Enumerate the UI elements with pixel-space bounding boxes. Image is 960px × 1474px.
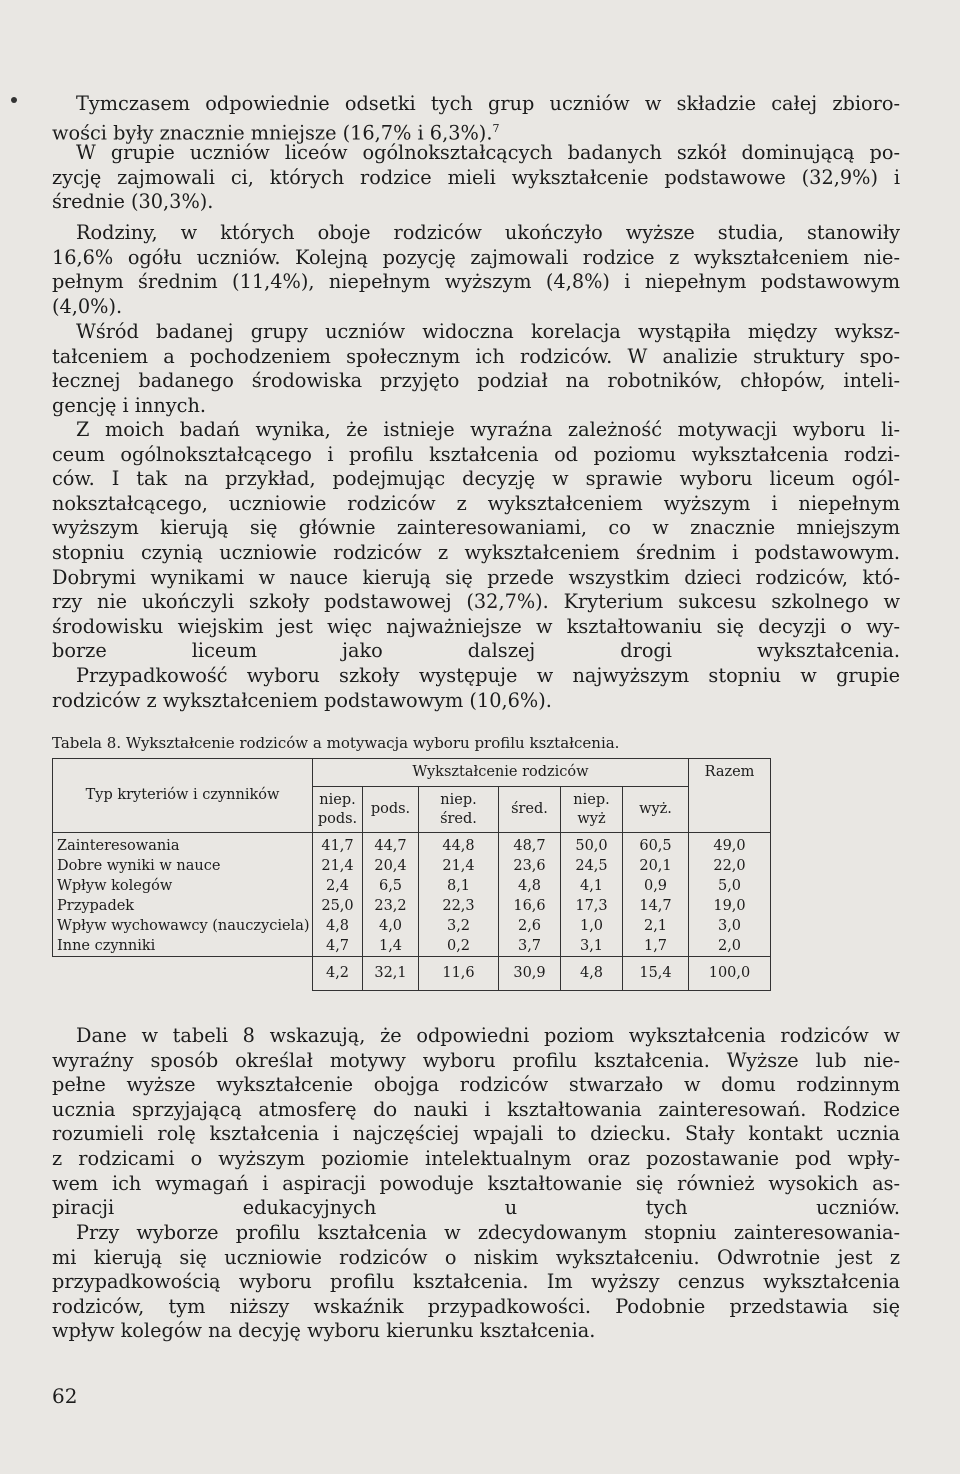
table-row (53, 877, 771, 897)
table-cell: 2,6 (499, 917, 561, 937)
text-line: ceum ogólnokształcącego i profilu kształcenia od poziomu wykształcenia rodzi- (52, 442, 900, 466)
table-cell: 100,0 (689, 957, 771, 991)
table-cell: 17,3 (561, 897, 623, 917)
table-cell: 4,8 (561, 957, 623, 991)
text-line: wpływ kolegów na decyję wyboru kierunku kształcenia. (52, 1319, 596, 1343)
table-cell: 22,3 (419, 897, 499, 917)
text-line: wem ich wymagań i aspiracji powoduje kształtowanie się również wysokich as- (52, 1171, 900, 1195)
text-line: łecznej badanego środowiska przyjęto podział na robotników, chłopów, inteli- (52, 369, 900, 393)
table-cell: 25,0 (313, 897, 363, 917)
table-cell: 44,8 (419, 833, 499, 857)
table-cell: 4,0 (363, 917, 419, 937)
row-label: Inne czynniki (53, 937, 313, 957)
table-cell: 3,2 (419, 917, 499, 937)
text-line: Tymczasem odpowiednie odsetki tych grup uczniów w składzie całej zbioro- (76, 92, 900, 115)
text-line: rodziców, tym niższy wskaźnik przypadkowości. Podobnie przedstawia się (52, 1294, 900, 1318)
row-label: Wpływ kolegów (53, 877, 313, 897)
text-line: Przypadkowość wyboru szkoły występuje w najwyższym stopniu w grupie (76, 664, 900, 687)
page-number: 62 (52, 1384, 78, 1408)
table-cell: 21,4 (419, 857, 499, 877)
table-row (53, 833, 771, 857)
table-cell: 60,5 (623, 833, 689, 857)
table-cell: 4,1 (561, 877, 623, 897)
table-cell: 4,2 (313, 957, 363, 991)
column-header: śred. (499, 787, 561, 833)
table-cell: 22,0 (689, 857, 771, 877)
paragraph-4 (52, 320, 900, 418)
table-cell: 2,1 (623, 917, 689, 937)
text-line: Z moich badań wynika, że istnieje wyraźna zależność motywacji wyboru li- (76, 418, 900, 441)
row-label: Dobre wyniki w nauce (53, 857, 313, 877)
table-cell: 1,4 (363, 937, 419, 957)
text-line: stopniu czynią uczniowie rodziców z wykształceniem średnim i podstawowym. (52, 540, 900, 564)
column-header: niep. pods. (313, 787, 363, 833)
table-cell: 49,0 (689, 833, 771, 857)
text-line: z rodzicami o wyższym poziomie intelektualnym oraz pozostawanie pod wpły- (52, 1146, 900, 1170)
table-cell: 16,6 (499, 897, 561, 917)
table-cell: 8,1 (419, 877, 499, 897)
column-header: niep. śred. (419, 787, 499, 833)
table-cell: 0,9 (623, 877, 689, 897)
table-cell: 20,4 (363, 857, 419, 877)
text-line: Dobrymi wynikami w nauce kierują się przede wszystkim dzieci rodziców, któ- (52, 565, 900, 589)
table-cell: 41,7 (313, 833, 363, 857)
text-line: wości były znacznie mniejsze (16,7% i 6,3%).$^7$ (52, 121, 500, 145)
table-cell: 44,7 (363, 833, 419, 857)
text-line: mi kierują się uczniowie rodziców o niskim wykształceniu. Odwrotnie jest z (52, 1245, 900, 1269)
table-cell: 23,2 (363, 897, 419, 917)
table-cell: 3,1 (561, 937, 623, 957)
empty-cell (53, 957, 313, 991)
table-cell: 5,0 (689, 877, 771, 897)
table-total-row (53, 957, 771, 991)
table-cell: 50,0 (561, 833, 623, 857)
text-line: piracji edukacyjnych u tych uczniów. (52, 1196, 900, 1220)
table-cell: 3,0 (689, 917, 771, 937)
text-line: rozumieli rolę kształcenia i najczęściej wpajali to dziecku. Stały kontakt ucznia (52, 1122, 900, 1146)
table-body (53, 833, 771, 957)
table-cell: 32,1 (363, 957, 419, 991)
table-cell: 3,7 (499, 937, 561, 957)
column-header: wyż. (623, 787, 689, 833)
table-caption: Tabela 8. Wykształcenie rodziców a motywacja wyboru profilu kształcenia. (52, 734, 620, 752)
text-line: nokształcącego, uczniowie rodziców z wykształceniem wyższym i niepełnym (52, 491, 900, 515)
paragraph-2 (52, 141, 900, 215)
text-line: Wśród badanej grupy uczniów widoczna korelacja wystąpiła między wyksz- (76, 320, 900, 343)
table-cell: 1,7 (623, 937, 689, 957)
paragraph-6 (52, 664, 900, 713)
text-line: średnie (30,3%). (52, 190, 214, 214)
table-cell: 21,4 (313, 857, 363, 877)
data-table (52, 758, 771, 991)
table-cell: 4,7 (313, 937, 363, 957)
row-label: Wpływ wychowawcy (nauczyciela) (53, 917, 313, 937)
table-cell: 11,6 (419, 957, 499, 991)
text-line: wyższym kierują się głównie zainteresowaniami, co w znacznie mniejszym (52, 516, 900, 540)
text-line: ców. I tak na przykład, podejmując decyzję w sprawie wyboru liceum ogól- (52, 467, 900, 491)
text-line: 16,6% ogółu uczniów. Kolejną pozycję zajmowali rodzice z wykształceniem nie- (52, 245, 900, 269)
text-line: ucznia sprzyjającą atmosferę do nauki i kształtowania zainteresowań. Rodzice (52, 1097, 900, 1121)
column-header: niep. wyż (561, 787, 623, 833)
table-cell: 1,0 (561, 917, 623, 937)
text-line: pełnym średnim (11,4%), niepełnym wyższym (4,8%) i niepełnym podstawowym (52, 270, 900, 294)
table-cell: 23,6 (499, 857, 561, 877)
table-cell: 19,0 (689, 897, 771, 917)
footnote-marker: 7 (492, 121, 500, 135)
table-cell: 48,7 (499, 833, 561, 857)
paragraph-1 (52, 92, 900, 146)
paragraph-5 (52, 418, 900, 664)
table-cell: 6,5 (363, 877, 419, 897)
table-cell: 4,8 (313, 917, 363, 937)
text-line: środowisku wiejskim jest więc najważniejsze w kształtowaniu się decyzji o wy- (52, 614, 900, 638)
text-line: tałceniem a pochodzeniem społecznym ich rodziców. W analizie struktury spo- (52, 344, 900, 368)
paragraph-8 (52, 1221, 900, 1344)
table-row (53, 917, 771, 937)
text-line: wyraźny sposób określał motywy wyboru profilu kształcenia. Wyższe lub nie- (52, 1048, 900, 1072)
row-label: Zainteresowania (53, 833, 313, 857)
text-line: przypadkowością wyboru profilu kształcenia. Im wyższy cenzus wykształcenia (52, 1270, 900, 1294)
text-line: W grupie uczniów liceów ogólnokształcących badanych szkół dominującą po- (76, 141, 900, 164)
column-header-total: Razem (689, 759, 771, 833)
text-line: rzy nie ukończyli szkoły podstawowej (32,7%). Kryterium sukcesu szkolnego w (52, 590, 900, 614)
text-line: (4,0%). (52, 294, 123, 318)
row-label: Przypadek (53, 897, 313, 917)
table-row (53, 937, 771, 957)
table-cell: 0,2 (419, 937, 499, 957)
column-header: pods. (363, 787, 419, 833)
table-cell: 2,4 (313, 877, 363, 897)
table-row (53, 897, 771, 917)
text-line: rodziców z wykształceniem podstawowym (10,6%). (52, 688, 552, 712)
table-cell: 30,9 (499, 957, 561, 991)
table-cell: 14,7 (623, 897, 689, 917)
table-row (53, 857, 771, 877)
column-group-header: Wykształcenie rodziców (313, 759, 689, 787)
table-cell: 4,8 (499, 877, 561, 897)
text-line: pełne wyższe wykształcenie obojga rodziców stwarzało w domu rodzinnym (52, 1073, 900, 1097)
table-cell: 15,4 (623, 957, 689, 991)
paragraph-3 (52, 221, 900, 319)
text-line: Przy wyborze profilu kształcenia w zdecydowanym stopniu zainteresowania- (76, 1221, 900, 1244)
text-line: borze liceum jako dalszej drogi wykształcenia. (52, 639, 900, 663)
text-line: gencję i innych. (52, 393, 207, 417)
text-line: Rodziny, w których oboje rodziców ukończyło wyższe studia, stanowiły (76, 221, 900, 244)
margin-bullet-mark (11, 97, 17, 103)
table-cell: 2,0 (689, 937, 771, 957)
table-cell: 24,5 (561, 857, 623, 877)
column-header-category: Typ kryteriów i czynników (53, 759, 313, 833)
paragraph-7 (52, 1024, 900, 1221)
text-line: Dane w tabeli 8 wskazują, że odpowiedni poziom wykształcenia rodziców w (76, 1024, 900, 1047)
table-cell: 20,1 (623, 857, 689, 877)
text-line: zycję zajmowali ci, których rodzice mieli wykształcenie podstawowe (32,9%) i (52, 165, 900, 189)
